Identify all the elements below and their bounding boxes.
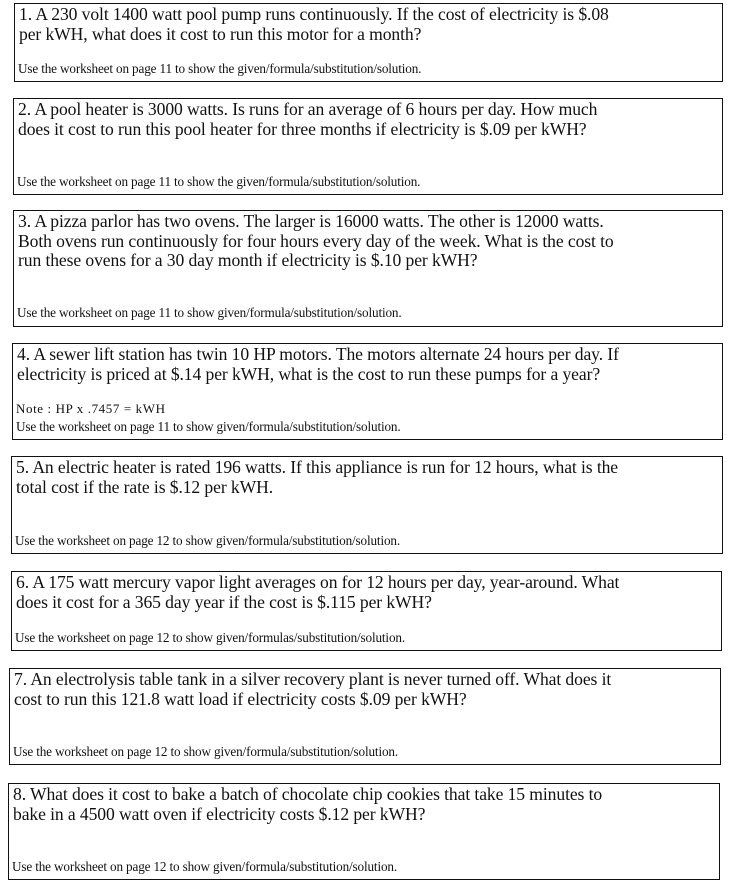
problem-instruction-6: Use the worksheet on page 12 to show given/formulas/substitution/solution. bbox=[15, 630, 405, 645]
problem-instruction-8: Use the worksheet on page 12 to show given/formula/substitution/solution. bbox=[12, 859, 397, 874]
problem-instruction-3: Use the worksheet on page 11 to show given/formula/substitution/solution. bbox=[17, 305, 402, 320]
problem-text-7: 7. An electrolysis table tank in a silver recovery plant is never turned off. What does it cost to run this 121.8 watt load if electricity costs $.09 per kWH? bbox=[14, 669, 612, 709]
problem-box-7 bbox=[9, 668, 721, 765]
problem-text-1: 1. A 230 volt 1400 watt pool pump runs continuously. If the cost of electricity is $.08 per kWH, what does it cost to run this motor for a month? bbox=[19, 4, 609, 44]
problem-box-6 bbox=[11, 571, 722, 651]
problem-instruction-2: Use the worksheet on page 11 to show the given/formula/substitution/solution. bbox=[17, 174, 421, 189]
problem-text-2: 2. A pool heater is 3000 watts. Is runs for an average of 6 hours per day. How much does it cost to run this pool heater for three months if electricity is $.09 per kWH? bbox=[18, 99, 598, 139]
problem-box-3 bbox=[13, 210, 723, 327]
problem-instruction-1: Use the worksheet on page 11 to show the given/formula/substitution/solution. bbox=[18, 61, 422, 76]
problem-box-5 bbox=[11, 456, 723, 554]
problem-instruction-4: Use the worksheet on page 11 to show given/formula/substitution/solution. bbox=[16, 419, 401, 434]
problem-text-8: 8. What does it cost to bake a batch of chocolate chip cookies that take 15 minutes to bake in a 4500 watt oven if electricity costs $.12 per kWH? bbox=[13, 784, 603, 824]
problem-box-8 bbox=[8, 783, 720, 880]
problem-text-6: 6. A 175 watt mercury vapor light averages on for 12 hours per day, year-around. What does it cost for a 365 day year if the cost is $.115 per kWH? bbox=[16, 572, 620, 612]
problem-instruction-7: Use the worksheet on page 12 to show given/formula/substitution/solution. bbox=[13, 744, 398, 759]
problem-box-4 bbox=[12, 343, 723, 440]
problem-box-2 bbox=[13, 98, 723, 195]
problem-box-1 bbox=[14, 3, 723, 82]
problem-text-3: 3. A pizza parlor has two ovens. The larger is 16000 watts. The other is 12000 watts. Both ovens run continuously for four hours every day of the week. What is the cost to run these ovens for a 30 day month if electricity is $.10 per kWH? bbox=[18, 211, 614, 270]
problem-note-4: Note : HP x .7457 = kWH bbox=[16, 401, 166, 416]
problem-text-4: 4. A sewer lift station has twin 10 HP motors. The motors alternate 24 hours per day. If electricity is priced at $.14 per kWH, what is the cost to run these pumps for a year? bbox=[17, 344, 619, 384]
problem-instruction-5: Use the worksheet on page 12 to show given/formula/substitution/solution. bbox=[15, 533, 400, 548]
problem-text-5: 5. An electric heater is rated 196 watts. If this appliance is run for 12 hours, what is the total cost if the rate is $.12 per kWH. bbox=[16, 457, 619, 497]
